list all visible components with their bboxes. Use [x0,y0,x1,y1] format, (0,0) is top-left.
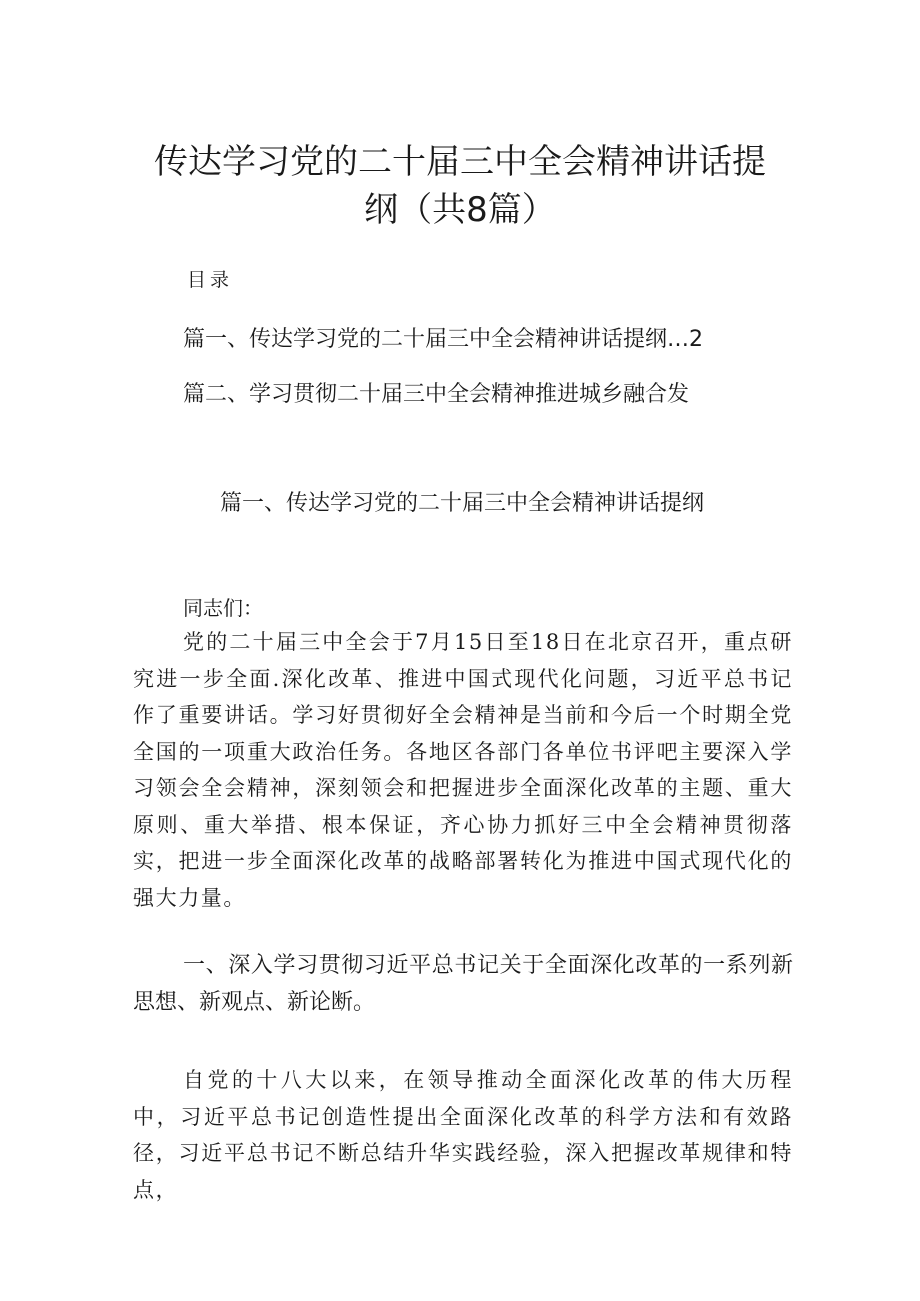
document-title-line-1: 传达学习党的二十届三中全会精神讲话提 [154,142,766,182]
document-title [0,138,920,234]
section-heading-1: 一、深入学习贯彻习近平总书记关于全面深化改革的一系列新思想、新观点、新论断。 [133,953,793,1015]
document-title-line-2: 纲（共8篇） [364,190,556,230]
body-paragraph-2: 自党的十八大以来，在领导推动全面深化改革的伟大历程中，习近平总书记创造性提出全面深化改革的科学方法和有效路径，习近平总书记不断总结升华实践经验，深入把握改革规律和特点， [133,1068,793,1202]
toc-heading: 目录 [187,269,234,291]
greeting: 同志们： [183,596,263,620]
toc-item-1: 篇一、传达学习党的二十届三中全会精神讲话提纲…2 [183,327,703,352]
toc-item-2: 篇二、学习贯彻二十届三中全会精神推进城乡融合发 [183,382,690,407]
section-title: 篇一、传达学习党的二十届三中全会精神讲话提纲 [219,491,704,516]
body-paragraph-1: 党的二十届三中全会于7月15日至18日在北京召开，重点研究进一步全面.深化改革、推进中国式现代化问题，习近平总书记作了重要讲话。学习好贯彻好全会精神是当前和今后一个时期全党全国的一项重大政治任务。各地区各部门各单位书评吧主要深入学习领会全会精神，深刻领会和把握进步全面深化改革的主题、重大原则、重大举措、根本保证，齐心协力抓好三中全会精神贯彻落实，把进一步全面深化改革的战略部署转化为推进中国式现代化的强大力量。 [133,630,793,910]
